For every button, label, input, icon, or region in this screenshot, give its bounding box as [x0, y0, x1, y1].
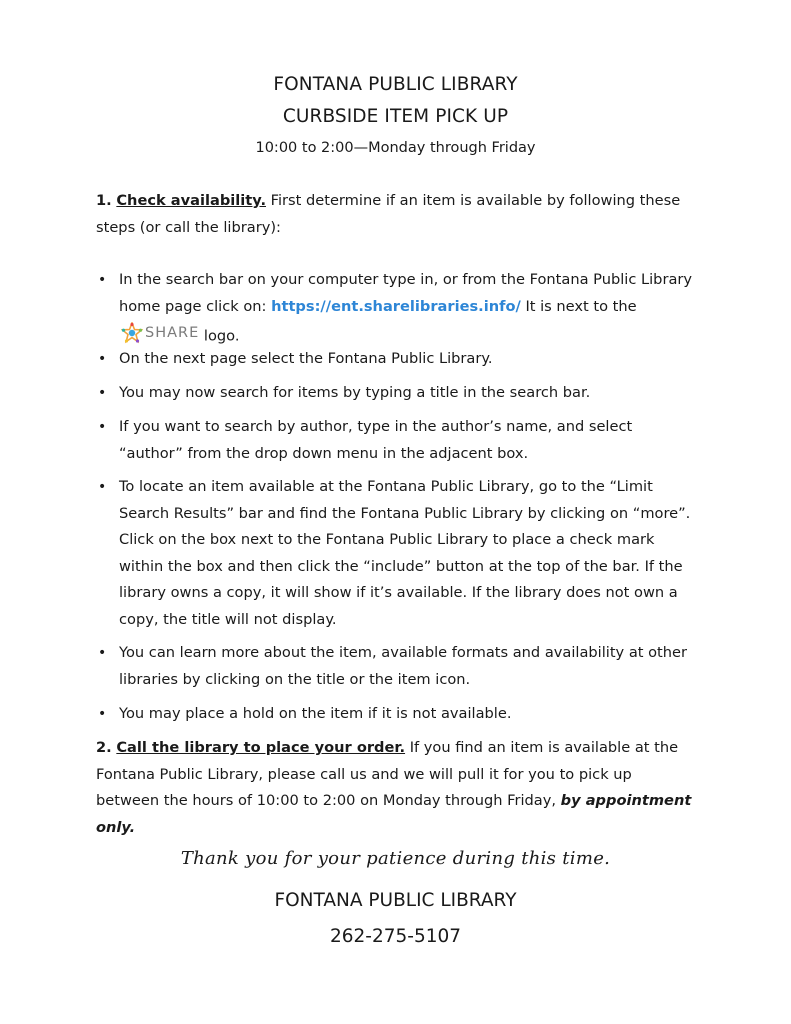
list-item-b3: [96, 380, 696, 407]
footer-library-name: FONTANA PUBLIC LIBRARY: [274, 890, 517, 911]
step2-paragraph: [96, 735, 696, 841]
list-item-b7: [96, 701, 696, 728]
step2-heading: Call the library to place your order.: [116, 739, 406, 756]
b1-text-pre: In the search bar on your computer type in, or from the Fontana Public Library home page click on:: [119, 271, 693, 315]
step1-text: First determine if an item is available by following these steps (or call the library):: [96, 192, 681, 236]
list-item-b6: [96, 640, 696, 693]
bullet-dot-icon: •: [98, 645, 107, 661]
step1-number: 1.: [96, 192, 112, 209]
share-logo: [121, 320, 199, 347]
b1-text-post: logo.: [199, 327, 240, 345]
step1-heading: Check availability.: [116, 192, 266, 209]
b2-text: On the next page select the Fontana Public Library.: [119, 350, 493, 367]
footer-phone: 262-275-5107: [329, 926, 462, 947]
b7-text: You may place a hold on the item if it is not available.: [119, 705, 512, 722]
bullet-dot-icon: •: [98, 706, 107, 722]
thank-you-note: Thank you for your patience during this time.: [180, 848, 611, 869]
share-logo-text: SHARE: [145, 325, 200, 341]
b3-text: You may now search for items by typing a title in the search bar.: [119, 384, 591, 401]
b4-text: If you want to search by author, type in the author’s name, and select “author” from the drop down menu in the adjacent box.: [119, 418, 633, 462]
share-logo-icon: [121, 322, 143, 344]
b1-text-mid: It is next to the: [520, 297, 637, 315]
hours-line: 10:00 to 2:00—Monday through Friday: [255, 140, 536, 156]
step2-number: 2.: [96, 739, 112, 756]
step2-emphasis: by appointment only.: [96, 792, 692, 836]
list-item-b5: [96, 474, 696, 633]
bullet-dot-icon: •: [98, 272, 107, 288]
list-item-b1: [96, 267, 696, 350]
doc-title-line2: CURBSIDE ITEM PICK UP: [282, 106, 509, 127]
list-item-b4: [96, 414, 696, 467]
doc-title-line1: FONTANA PUBLIC LIBRARY: [273, 74, 518, 95]
list-item-b2: [96, 346, 696, 373]
bullet-dot-icon: •: [98, 419, 107, 435]
b5-text: To locate an item available at the Fontana Public Library, go to the “Limit Search Results” bar and find the Fontana Public Library by clicking on “more”. Click on the box next to the Fontana Public Library to place a check mark within the box and then click the “include” button at the top of the bar. If the library owns a copy, it will show if it’s available. If the library does not own a copy, the title will not display.: [119, 478, 691, 628]
step2-text: If you find an item is available at the Fontana Public Library, please call us and we will pull it for you to pick up between the hours of 10:00 to 2:00 on Monday through Friday,: [96, 739, 679, 809]
step1-paragraph: [96, 188, 696, 241]
bullet-dot-icon: •: [98, 351, 107, 367]
bullet-dot-icon: •: [98, 479, 107, 495]
b6-text: You can learn more about the item, available formats and availability at other libraries by clicking on the title or the item icon.: [119, 644, 688, 688]
bullet-dot-icon: •: [98, 385, 107, 401]
share-link[interactable]: https://ent.sharelibraries.info/: [271, 297, 521, 315]
